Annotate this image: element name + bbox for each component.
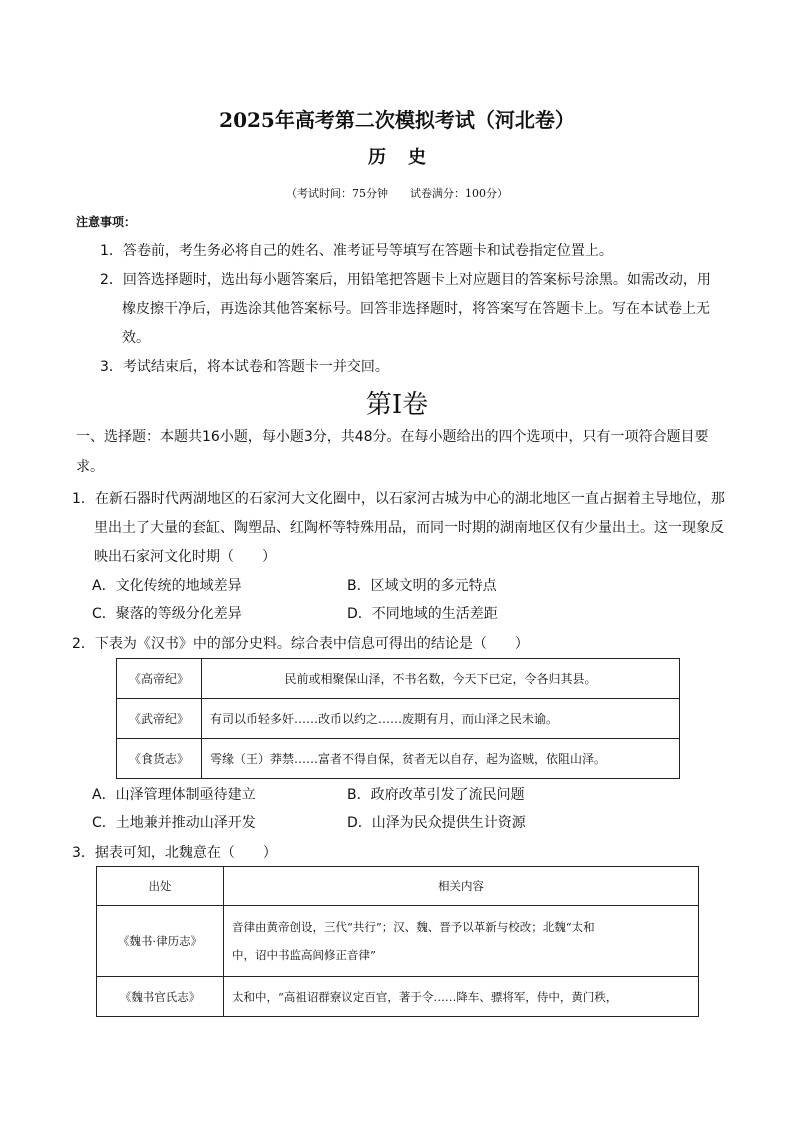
question-1-first-line: [72, 489, 725, 509]
table-cell-source: 《武帝纪》: [117, 699, 202, 739]
option-c: C．土地兼并推动山泽开发: [92, 815, 256, 831]
option-a: A．山泽管理体制亟待建立: [92, 787, 256, 803]
table-cell-content: 雩缘（王）莽禁……富者不得自保，贫者无以自存，起为盗贼，依阻山泽。: [202, 739, 680, 779]
hanshu-table: [116, 658, 680, 779]
table-cell-line: 中，诏中书监高闾修正音律”: [232, 948, 376, 962]
notice-item: 回答选择题时，选出每小题答案后，用铅笔把答题卡上对应题目的答案标号涂黑。如需改动，用: [122, 272, 711, 288]
notice-item-num: 3．: [100, 359, 123, 375]
table-cell-content: [224, 906, 699, 977]
table-row: [117, 699, 680, 739]
table-row: [117, 739, 680, 779]
option-c: C．聚落的等级分化差异: [92, 606, 242, 622]
table-header-row: [97, 867, 699, 906]
table-cell-source: 《魏书·律历志》: [97, 906, 224, 977]
table-header-content: 相关内容: [224, 867, 699, 906]
question-number: 3．: [72, 845, 95, 861]
table-cell-line: 音律由黄帝创设，三代“共行”；汉、魏、晋予以革新与校改；北魏“太和: [232, 920, 595, 934]
option-d: D．山泽为民众提供生计资源: [347, 815, 526, 831]
subject-title: 历史: [368, 147, 448, 168]
table-header-source: 出处: [97, 867, 224, 906]
table-cell-content: 太和中，“高祖诏群寮议定百官，著于令……降车、骠将军，侍中，黄门秩，: [224, 977, 699, 1017]
notice-item-3: [100, 357, 389, 377]
table-cell-source: 《魏书官氏志》: [97, 977, 224, 1017]
table-row: [117, 659, 680, 699]
option-b: B．区域文明的多元特点: [347, 578, 497, 594]
exam-title: 2025年高考第二次模拟考试（河北卷）: [219, 108, 575, 132]
question-text: 下表为《汉书》中的部分史料。综合表中信息可得出的结论是（ ）: [94, 636, 529, 652]
notice-item-1: [100, 241, 613, 261]
question-text: 在新石器时代两湖地区的石家河大文化圈中，以石家河古城为中心的湖北地区一直占据着主导地位，那: [94, 491, 725, 507]
question-number: 2．: [72, 636, 95, 652]
question-number: 1．: [72, 491, 95, 507]
notice-item: 考试结束后，将本试卷和答题卡一并交回。: [122, 359, 389, 375]
section-instructions: 求。: [76, 459, 104, 475]
question-text: 里出土了大量的套缸、陶塑品、红陶杯等特殊用品，而同一时期的湖南地区仅有少量出土。这一现象反: [94, 520, 724, 536]
table-row: [97, 906, 699, 977]
option-b: B．政府改革引发了流民问题: [347, 787, 525, 803]
question-text: 映出石家河文化时期（ ）: [94, 549, 276, 565]
table-cell-source: 《食货志》: [117, 739, 202, 779]
table-cell-source: 《高帝纪》: [117, 659, 202, 699]
table-cell-content: 民前或相聚保山泽，不书名数，今天下已定，令各归其县。: [202, 659, 680, 699]
notice-item: 答卷前，考生务必将自己的姓名、准考证号等填写在答题卡和试卷指定位置上。: [122, 243, 613, 259]
section-instructions: 一、选择题：本题共16小题，每小题3分，共48分。在每小题给出的四个选项中，只有一项符合题目要: [76, 429, 709, 445]
option-d: D．不同地域的生活差距: [347, 606, 498, 622]
exam-info: （考试时间：75分钟 试卷满分：100分）: [286, 187, 508, 200]
notice-heading: 注意事项：: [76, 215, 137, 229]
notice-item: 橡皮擦干净后，再选涂其他答案标号。回答非选择题时，将答案写在答题卡上。写在本试卷上无: [122, 301, 710, 317]
weishu-table: [96, 866, 699, 1017]
table-cell-content: 有司以币轻多奸……改币以约之……废期有月，而山泽之民未谕。: [202, 699, 680, 739]
notice-item: 效。: [122, 330, 150, 346]
notice-item-2: [100, 270, 711, 290]
option-a: A．文化传统的地域差异: [92, 578, 242, 594]
notice-item-num: 2．: [100, 272, 123, 288]
question-3-first-line: [72, 843, 277, 863]
volume-title: 第Ⅰ卷: [365, 390, 429, 420]
question-2-first-line: [72, 634, 529, 654]
question-text: 据表可知，北魏意在（ ）: [94, 845, 277, 861]
notice-item-num: 1．: [100, 243, 123, 259]
table-row: [97, 977, 699, 1017]
